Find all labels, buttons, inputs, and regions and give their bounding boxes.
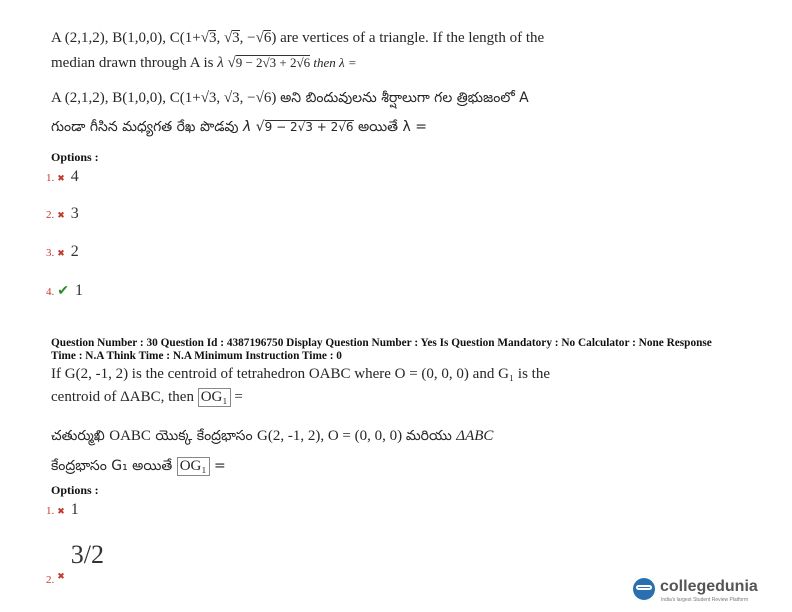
q29-english-line-1: A (2,1,2), B(1,0,0), C(1+√3, √3, −√6) are vertices of a triangle. If the length of the: [51, 30, 545, 46]
glasses-icon: [636, 585, 652, 590]
cross-icon: ✖: [57, 210, 65, 220]
q29-option-3[interactable]: 3. ✖ 2: [46, 243, 79, 260]
og1-magnitude: OG₁: [177, 457, 210, 476]
q30-meta-line-1: Question Number : 30 Question Id : 4387196750 Display Question Number : Yes Is Question Mandatory : No Calculator : None Response: [51, 337, 712, 349]
collegedunia-logo: collegedunia India's largest Student Review Platform: [633, 576, 783, 606]
q29-options-label: Options :: [51, 150, 99, 164]
og1-magnitude: OG₁: [198, 388, 231, 407]
q30-options-label: Options :: [51, 483, 99, 497]
q29-english-line-2: median drawn through A is λ √9 − 2√3 + 2√6 then λ =: [51, 55, 357, 71]
q30-option-2[interactable]: $_{2.}$ $_✖$3/2: [46, 540, 105, 586]
checkmark-icon: ✔: [57, 284, 69, 299]
q29-option-2[interactable]: 2. ✖ 3: [46, 205, 79, 222]
cross-icon: ✖: [57, 248, 65, 258]
cross-icon: ✖: [57, 173, 65, 183]
cross-icon: ✖: [57, 506, 65, 516]
q29-telugu-line-2: గుండా గీసిన మధ్యగత రేఖ పొడవు λ √9 − 2√3 + 2√6 అయితే λ =: [51, 119, 427, 135]
q30-english-line-1: If G(2, -1, 2) is the centroid of tetrahedron OABC where O = (0, 0, 0) and G₁ is the: [51, 366, 550, 382]
q30-telugu-line-2: కేంద్రభాసం G₁ అయితే OG₁ =: [51, 458, 226, 474]
cross-icon: ✖: [57, 571, 65, 581]
q29-option-1[interactable]: 1. ✖ 4: [46, 168, 79, 185]
q30-option-1[interactable]: 1. ✖ 1: [46, 501, 79, 518]
q29-telugu-line-1: A (2,1,2), B(1,0,0), C(1+√3, √3, −√6) అని బిందువులను శీర్షాలుగా గల త్రిభుజంలో A: [51, 90, 529, 106]
q30-telugu-line-1: చతుర్ముఖి OABC యొక్క కేంద్రభాసం G(2, -1, 2), O = (0, 0, 0) మరియు ΔABC: [51, 428, 494, 444]
q30-english-line-2: centroid of ΔABC, then OG₁ =: [51, 389, 243, 405]
q30-meta-line-2: Time : N.A Think Time : N.A Minimum Instruction Time : 0: [51, 350, 342, 362]
q29-option-4[interactable]: 4. ✔ 1: [46, 282, 83, 299]
